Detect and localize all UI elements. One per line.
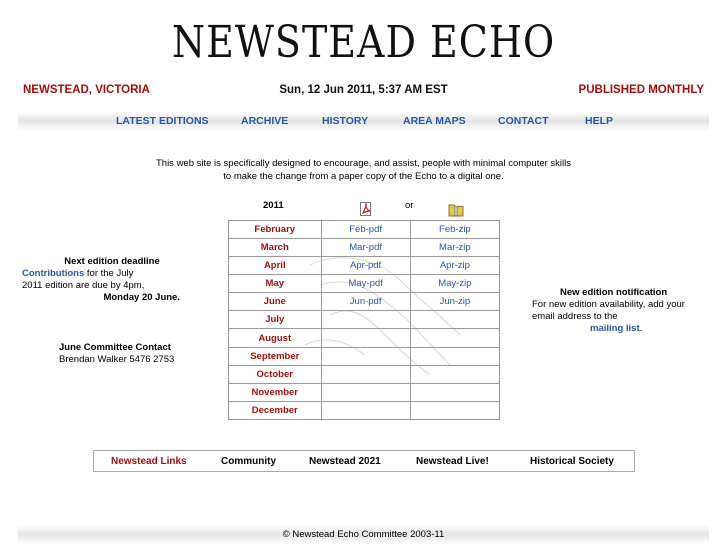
archive-row	[229, 401, 500, 419]
deadline-heading: Next edition deadline	[64, 256, 160, 267]
link-newstead-2021[interactable]: Newstead 2021	[309, 456, 381, 467]
notification-heading: New edition notification	[560, 287, 668, 298]
archive-row	[229, 275, 500, 293]
pdf-file-icon[interactable]	[359, 202, 373, 217]
archive-month-cell: August	[229, 329, 322, 347]
archive-row	[229, 311, 500, 329]
archive-pdf-link	[321, 365, 410, 383]
frequency-label: PUBLISHED MONTHLY	[578, 84, 704, 96]
archive-month-cell: December	[229, 401, 322, 419]
archive-month-cell: October	[229, 365, 322, 383]
archive-month-cell: June	[229, 293, 322, 311]
intro-line-2: to make the change from a paper copy of the Echo to a digital one.	[223, 171, 504, 182]
site-masthead: NEWSTEAD ECHO	[171, 16, 556, 68]
deadline-date: Monday 20 June.	[103, 292, 180, 303]
archive-month-cell: November	[229, 383, 322, 401]
archive-month-cell: July	[229, 311, 322, 329]
archive-zip-link[interactable]: May-zip	[410, 275, 499, 293]
mailing-list-link[interactable]: mailing list	[590, 323, 640, 334]
archive-zip-link	[410, 401, 499, 419]
archive-zip-link	[410, 365, 499, 383]
committee-name: Brendan Walker 5476 2753	[59, 354, 175, 365]
archive-row	[229, 239, 500, 257]
location-label: NEWSTEAD, VICTORIA	[23, 84, 150, 96]
committee-block	[59, 342, 219, 366]
archive-month-cell: April	[229, 257, 322, 275]
archive-pdf-link	[321, 311, 410, 329]
notification-block	[530, 287, 725, 335]
archive-pdf-link	[321, 401, 410, 419]
archive-row	[229, 383, 500, 401]
notification-line-1: For new edition availability, add your	[532, 299, 685, 310]
archive-pdf-link	[321, 347, 410, 365]
intro-text	[0, 157, 727, 183]
link-newstead-links[interactable]: Newstead Links	[111, 456, 187, 467]
contributions-link[interactable]: Contributions	[22, 268, 85, 279]
archive-row	[229, 257, 500, 275]
archive-row	[229, 293, 500, 311]
nav-area-maps[interactable]: AREA MAPS	[403, 115, 466, 127]
archive-pdf-link[interactable]: May-pdf	[321, 275, 410, 293]
archive-month-cell: March	[229, 239, 322, 257]
archive-zip-link	[410, 329, 499, 347]
archive-zip-link[interactable]: Feb-zip	[410, 221, 499, 239]
archive-month-cell: May	[229, 275, 322, 293]
notification-period: .	[639, 323, 643, 334]
deadline-text-2: 2011 edition are due by 4pm,	[22, 280, 145, 291]
intro-line-1: This web site is specifically designed to encourage, and assist, people with minimal computer skills	[155, 158, 572, 169]
nav-archive[interactable]: ARCHIVE	[241, 115, 289, 127]
deadline-text-1: for the July	[84, 268, 134, 279]
nav-contact[interactable]: CONTACT	[498, 115, 549, 127]
zip-folder-icon[interactable]	[448, 202, 464, 217]
archive-pdf-link[interactable]: Mar-pdf	[321, 239, 410, 257]
nav-help[interactable]: HELP	[585, 115, 614, 127]
archive-pdf-link	[321, 383, 410, 401]
link-community[interactable]: Community	[221, 456, 276, 467]
archive-row	[229, 347, 500, 365]
link-newstead-live[interactable]: Newstead Live!	[416, 456, 489, 467]
archive-zip-link[interactable]: Apr-zip	[410, 257, 499, 275]
archive-pdf-link[interactable]: Jun-pdf	[321, 293, 410, 311]
archive-year: 2011	[263, 200, 284, 211]
archive-zip-link	[410, 347, 499, 365]
archive-month-cell: September	[229, 347, 322, 365]
nav-history[interactable]: HISTORY	[322, 115, 369, 127]
archive-row	[229, 221, 500, 239]
archive-pdf-link[interactable]: Feb-pdf	[321, 221, 410, 239]
committee-heading: June Committee Contact	[59, 342, 171, 353]
archive-row	[229, 329, 500, 347]
notification-line-2: email address to the	[532, 311, 618, 322]
archive-pdf-link[interactable]: Apr-pdf	[321, 257, 410, 275]
or-label: or	[405, 200, 414, 211]
info-bar	[0, 84, 727, 98]
community-links-bar	[93, 450, 635, 472]
nav-latest-editions[interactable]: LATEST EDITIONS	[116, 115, 209, 127]
archive-row	[229, 365, 500, 383]
archive-zip-link[interactable]: Mar-zip	[410, 239, 499, 257]
archive-zip-link	[410, 311, 499, 329]
date-time: Sun, 12 Jun 2011, 5:37 AM EST	[279, 84, 448, 96]
archive-pdf-link	[321, 329, 410, 347]
main-nav	[18, 111, 709, 131]
archive-zip-link[interactable]: Jun-zip	[410, 293, 499, 311]
deadline-block	[22, 256, 202, 304]
copyright-text: © Newstead Echo Committee 2003-11	[282, 529, 445, 540]
archive-table	[228, 220, 500, 420]
link-historical-society[interactable]: Historical Society	[530, 456, 614, 467]
archive-month-cell: February	[229, 221, 322, 239]
archive-zip-link	[410, 383, 499, 401]
